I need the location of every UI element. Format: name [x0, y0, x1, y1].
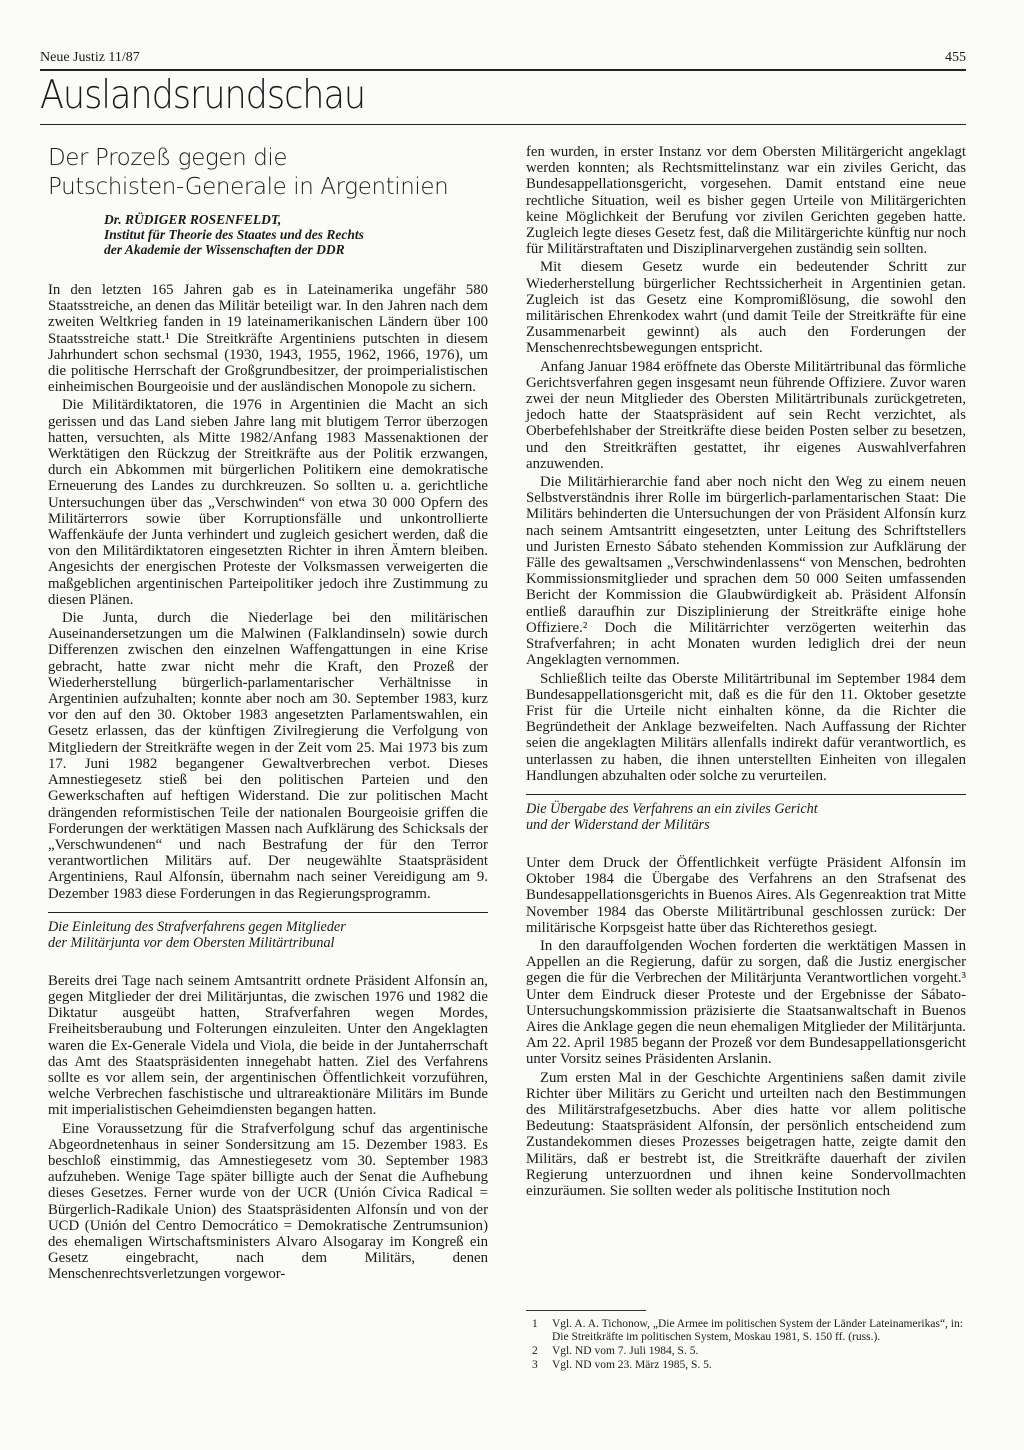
paragraph: Mit diesem Gesetz wurde ein bedeutender Schritt zur Wiederherstellung bürgerlicher Rechtssicherheit in Argentinien getan. Zugleich ist das Gesetz eine Kompromißlösung, die sowohl den militärischen Ehrenkodex wahrt (und damit Teile der Streitkräfte für eine Zusammenarbeit gewinnt) als auch den Forderungen der Menschenrechtsbewegungen entspricht.: [526, 259, 966, 357]
paragraph: Die Militärdiktatoren, die 1976 in Argentinien die Macht an sich gerissen und das Land sieben Jahre lang mit blutigem Terror überzogen hatten, versuchten, als Mitte 1982/Anfang 1983 Massenaktionen der Werktätigen den Rückzug der Streitkräfte aus der Politik erzwangen, durch ein Abkommen mit bürgerlichen Politikern eine demokratische Erneuerung des Landes zu durchkreuzen. So sollten u. a. gerichtliche Untersuchungen über das „Verschwinden“ von etwa 30 000 Opfern des Militärterrors sowie über Korruptionsfälle und unkontrollierte Waffenkäufe der Junta verhindert und zugleich gesichert werden, daß die von den Militärdiktatoren eingesetzten Richter in ihren Ämtern bleiben. Angesichts der energischen Proteste der Volksmassen verweigerten die maßgeblichen argentinischen Parteipolitiker jedoch ihre Zustimmung zu diesen Plänen.: [48, 397, 488, 608]
author-institution-line-1: Institut für Theorie des Staates und des Rechts: [104, 227, 364, 242]
paragraph: Schließlich teilte das Oberste Militärtribunal im September 1984 dem Bundesappellationsgericht mit, daß es die für den 11. Oktober gesetzte Frist für die Urteile nicht einhalten könne, da die Richter die Begründetheit der Anklage bezweifelten. Nach Auffassung der Richter seien die angeklagten Militärs allenfalls indirekt dafür verantwortlich, es unterlassen zu haben, die ihnen unterstellten Einheiten von illegalen Handlungen abzuhalten oder solche zu verurteilen.: [526, 670, 966, 784]
footnote: [526, 1318, 966, 1344]
footnote-number: 1: [532, 1318, 538, 1330]
section-title: Auslandsrundschau: [40, 73, 366, 118]
author-institution-line-2: der Akademie der Wissenschaften der DDR: [104, 242, 345, 257]
subheading-line-1: Die Übergabe des Verfahrens an ein ziviles Gericht: [526, 800, 818, 817]
footnote-text: Vgl. ND vom 23. März 1985, S. 5.: [552, 1359, 712, 1371]
paragraph: Anfang Januar 1984 eröffnete das Oberste Militärtribunal das förmliche Gerichtsverfahren gegen insgesamt neun führende Offiziere. Zuvor waren zwei der neun Mitglieder des Obersten Militärtribunals zurückgetreten, jedoch hatte der Staatspräsident auf sein Recht verzichtet, als Oberbefehlshaber der Streitkräfte diese beiden Posten selber zu besetzen, und den Streitkräften gestattet, ihr eigenes Auswahlverfahren anzuwenden.: [526, 358, 966, 472]
article-title-line-2: Putschisten-Generale in Argentinien: [48, 174, 449, 200]
journal-issue: Neue Justiz 11/87: [40, 50, 140, 65]
subheading: [48, 912, 488, 951]
paragraph: In den letzten 165 Jahren gab es in Lateinamerika ungefähr 580 Staatsstreiche, an denen das Militär beteiligt war. In den Jahren nach dem zweiten Weltkrieg fanden in 19 lateinamerikanischen Ländern über 100 Staatsstreiche statt.¹ Die Streitkräfte Argentiniens putschten in diesem Jahrhundert schon sechsmal (1930, 1943, 1955, 1962, 1966, 1976), um die politische Herrschaft der Großgrundbesitzer, der proimperialistischen einheimischen Bourgeoisie und der ausländischen Monopole zu sichern.: [48, 282, 488, 396]
paragraph: fen wurden, in erster Instanz vor dem Obersten Militärgericht angeklagt werden konnten; als Rechtsmittelinstanz war ein ziviles Gericht, das Bundesappellationsgericht, vorgesehen. Damit entstand eine neue rechtliche Situation, weil es bisher gegen Urteile von Militärgerichten keine Möglichkeit der Berufung vor zivilen Gerichten gegeben hatte. Zugleich legte dieses Gesetz fest, daß die Militärgerichte künftig nur noch für Militärstraftaten und Disziplinarvergehen zuständig sein sollten.: [526, 144, 966, 258]
author-block: [104, 212, 484, 257]
footnote-text: Vgl. A. A. Tichonow, „Die Armee im politischen System der Länder Lateinamerikas“, in: Die Streitkräfte im politischen System, Moskau 1981, S. 150 ff. (russ.).: [552, 1318, 963, 1343]
footnote-rule: [526, 1310, 646, 1311]
footnote: [526, 1359, 966, 1372]
page-number: 455: [945, 50, 966, 65]
subheading-line-2: und der Widerstand der Militärs: [526, 816, 710, 833]
article-title-line-1: Der Prozeß gegen die: [48, 145, 288, 171]
paragraph: Die Militärhierarchie fand aber noch nicht den Weg zu einem neuen Selbstverständnis ihrer Rolle im bürgerlich-parlamentarischen Staat: Die Militärs behinderten die Untersuchungen der von Präsident Alfonsín kurz nach seinem Amtsantritt eingesetzten, unter Leitung des Schriftstellers und Juristen Ernesto Sábato stehenden Kommission zur Aufklärung der Fälle des gewaltsamen „Verschwindenlassens“ von Menschen, bedrohten Kommissionsmitglieder und sprachen dem 50 000 Seiten umfassenden Bericht der Kommission die Glaubwürdigkeit ab. Präsident Alfonsín entließ daraufhin zur Disziplinierung der Streitkräfte einige hohe Offiziere.² Doch die Militärrichter verzögerten weiterhin das Strafverfahren; in acht Monaten wurden lediglich drei der neun Angeklagten vernommen.: [526, 474, 966, 669]
subheading-line-1: Die Einleitung des Strafverfahrens gegen Mitglieder: [48, 918, 346, 935]
footnote-number: 2: [532, 1345, 538, 1357]
header-rule: [40, 69, 966, 71]
subheading: [526, 794, 966, 833]
paragraph: Unter dem Druck der Öffentlichkeit verfügte Präsident Alfonsín im Oktober 1984 die Übergabe des Verfahrens an den Strafsenat des Bundesappellationsgerichts in Buenos Aires. Als Gegenreaktion trat Mitte November 1984 das Oberste Militärtribunal geschlossen zurück: Der militärische Korpsgeist hatte über das Richterethos gesiegt.: [526, 854, 966, 936]
paragraph: Zum ersten Mal in der Geschichte Argentiniens saßen damit zivile Richter über Militärs zu Gericht und urteilten nach den Bestimmungen des Militärstrafgesetzbuchs. Aber dies hatte vor allem politische Bedeutung: Staatspräsident Alfonsín, der persönlich entscheidend zum Zustandekommen dieses Prozesses beigetragen hatte, zeigte damit den Militärs, daß er bestrebt ist, die Streitkräfte dauerhaft der zivilen Regierung unterzuordnen und ihnen keine Sondervollmachten einzuräumen. Sie sollten weder als politische Institution noch: [526, 1069, 966, 1199]
footnote-number: 3: [532, 1359, 538, 1371]
left-column: [48, 282, 488, 1285]
footnote-text: Vgl. ND vom 7. Juli 1984, S. 5.: [552, 1345, 699, 1357]
section-rule: [40, 124, 966, 125]
paragraph: Bereits drei Tage nach seinem Amtsantritt ordnete Präsident Alfonsín an, gegen Mitglieder der drei Militärjuntas, die zwischen 1976 und 1982 die Diktatur ausgeübt hatten, Strafverfahren wegen Mordes, Freiheitsberaubung und Folterungen einzuleiten. Unter den Angeklagten waren die Ex-Generale Videla und Viola, die beide in der Juntaherrschaft das Amt des Staatspräsidenten innegehabt hatten. Ziel des Verfahrens sollte es vor allem sein, der argentinischen Öffentlichkeit vorzuführen, welche Verbrechen faschistische und ultrareaktionäre Militärs im Bunde mit imperialistischen Geheimdiensten begangen hatten.: [48, 972, 488, 1119]
subheading-line-2: der Militärjunta vor dem Obersten Militärtribunal: [48, 934, 335, 951]
footnotes: [526, 1318, 966, 1373]
paragraph: In den darauffolgenden Wochen forderten die werktätigen Massen in Appellen an die Regierung, dafür zu sorgen, daß die Justiz energischer gegen die für die Verbrechen der Militärjunta Verantwortlichen vorgeht.³ Unter dem Eindruck dieser Proteste und der Ergebnisse der Sábato-Untersuchungskommission präzisierte die Staatsanwaltschaft in Buenos Aires die Anklage gegen die neun ehemaligen Mitglieder der Militärjunta. Am 22. April 1985 begann der Prozeß vor dem Bundesappellationsgericht unter Vorsitz seines Präsidenten Arslanin.: [526, 937, 966, 1068]
article-title: [48, 144, 448, 202]
right-column: [526, 144, 966, 1201]
author-name: Dr. RÜDIGER ROSENFELDT,: [104, 212, 282, 227]
paragraph: Eine Voraussetzung für die Strafverfolgung schuf das argentinische Abgeordnetenhaus in seiner Sondersitzung am 15. Dezember 1983. Es beschloß einstimmig, das Amnestiegesetz vom 30. September 1983 aufzuheben. Wenige Tage später billigte auch der Senat die Aufhebung dieses Gesetzes. Ferner wurde von der UCR (Unión Cívica Radical = Bürgerlich-Radikale Union) des Staatspräsidenten Alfonsín und von der UCD (Unión del Centro Democrático = Demokratische Zentrumsunion) des ehemaligen Wirtschaftsministers Alvaro Alsogaray im Kongreß ein Gesetz eingebracht, nach dem Militärs, denen Menschenrechtsverletzungen vorgewor-: [48, 1120, 488, 1283]
footnote: [526, 1345, 966, 1358]
paragraph: Die Junta, durch die Niederlage bei den militärischen Auseinandersetzungen um die Malwinen (Falklandinseln) sowie durch Differenzen zwischen den einzelnen Waffengattungen in eine Krise gebracht, hatte zwar nicht mehr die Kraft, den Prozeß der Wiederherstellung bürgerlich-parlamentarischer Verhältnisse in Argentinien aufzuhalten; konnte aber noch am 30. September 1983, kurz vor den auf den 30. Oktober 1983 angesetzten Parlamentswahlen, ein Gesetz erlassen, das der künftigen Zivilregierung die Verfolgung von Mitgliedern der Streitkräfte wegen in der Zeit vom 25. Mai 1973 bis zum 17. Juni 1982 begangener Gewaltverbrechen verbot. Dieses Amnestiegesetz stieß bei den politischen Parteien und den Gewerkschaften auf heftigen Widerstand. Die zur politischen Macht drängenden reformistischen Teile der nationalen Bourgeoisie griffen die Forderungen der werktätigen Massen nach Aufklärung des Schicksals der „Verschwundenen“ und nach Bestrafung der für den Terror verantwortlichen Militärs auf. Der neugewählte Staatspräsident Argentiniens, Raul Alfonsín, übernahm nach seiner Vereidigung am 9. Dezember 1983 diese Forderungen in das Regierungsprogramm.: [48, 610, 488, 902]
